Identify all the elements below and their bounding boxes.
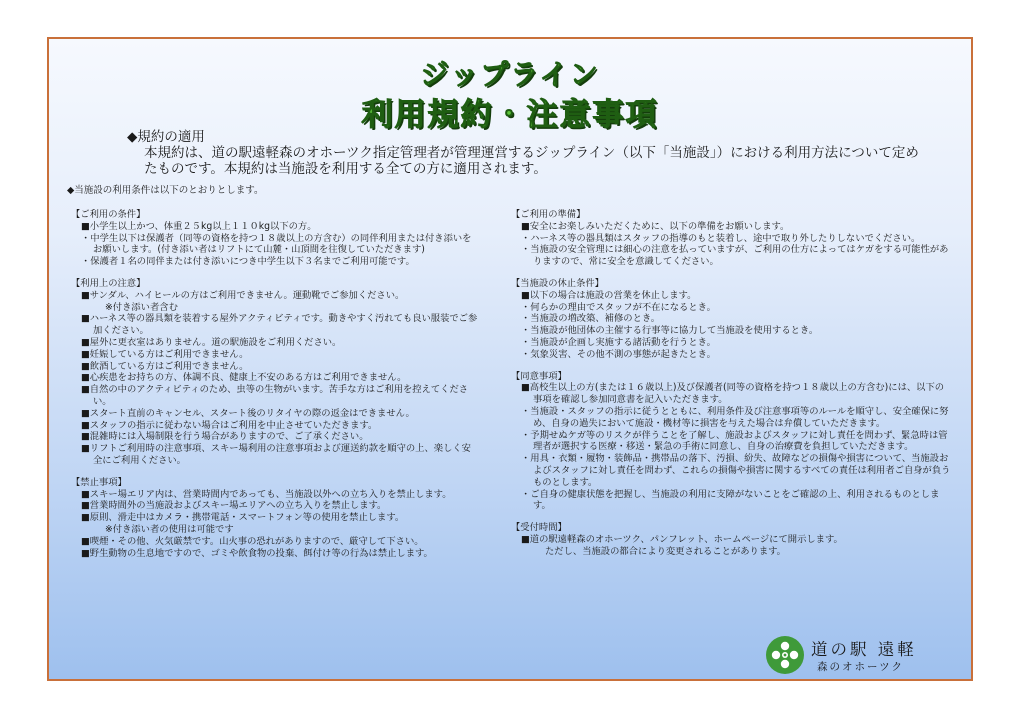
rule-item [71, 221, 479, 233]
rule-text: ■スタッフの指示に従わない場合はご利用を中止させていただきます。 [81, 419, 378, 431]
rule-item [71, 408, 479, 420]
rule-item [71, 431, 479, 443]
rule-item [71, 548, 479, 560]
rule-note: ※付き添い者の使用は可能です [105, 523, 234, 535]
section-title: 【同意事項】 [511, 370, 567, 382]
rules-section [511, 278, 951, 361]
rule-item [511, 244, 951, 268]
rule-text: ■スキー場エリア内は、営業時間内であっても、当施設以外への立ち入りを禁止します。 [81, 488, 452, 500]
rules-section [511, 371, 951, 513]
rule-item [71, 489, 479, 501]
rule-item [71, 290, 479, 314]
left-column [71, 209, 479, 569]
logo-name: 道の駅 遠軽 [811, 640, 917, 659]
rule-text: ■高校生以上の方(または１６歳以上)及び保護者(同等の資格を持つ１８歳以上の方含む)には、以下の事項を確認し参加同意書を記入いただきます。 [521, 382, 945, 406]
rule-text: ■野生動物の生息地ですので、ゴミや飲食物の投棄、餌付け等の行為は禁止します。 [81, 547, 433, 559]
rule-item [71, 500, 479, 512]
rule-item [71, 443, 479, 467]
rule-text: ・保護者１名の同伴または付き添いにつき中学生以下３名までご利用可能です。 [81, 256, 415, 268]
rule-item [71, 313, 479, 337]
section-title: 【ご利用の条件】 [71, 209, 146, 220]
rule-text: ■道の駅遠軽森のオホーツク、パンフレット、ホームページにて開示します。 [521, 533, 843, 545]
intro-block [127, 129, 927, 177]
rule-text: ■ハーネス等の器具類を装着する屋外アクティビティです。動きやすく汚れても良い服装でご参加ください。 [81, 313, 478, 337]
rule-text: ・中学生以下は保護者（同等の資格を持つ１８歳以上の方含む）の同伴利用または付き添いをお願いします。(付き添い者はリフトにて山麓・山頂間を往復していただきます) [81, 232, 472, 256]
rule-item [71, 256, 479, 268]
rule-text: ■原則、滑走中はカメラ・携帯電話・スマートフォン等の使用を禁止します。 [81, 512, 405, 524]
title-line-2: 利用規約・注意事項 [361, 97, 659, 133]
rule-text: ■心疾患をお持ちの方、体調不良、健康上不安のある方はご利用できません。 [81, 372, 407, 384]
logo-subtitle: 森のオホーツク [817, 661, 904, 673]
rule-text: ■安全にお楽しみいただくために、以下の準備をお願いします。 [521, 220, 790, 232]
rule-item [511, 233, 951, 245]
rule-text: ■サンダル、ハイヒールの方はご利用できません。運動靴でご参加ください。 [81, 289, 405, 301]
rule-item [71, 384, 479, 408]
rule-item [71, 337, 479, 349]
rule-item [511, 406, 951, 430]
rule-item [511, 313, 951, 325]
rules-section [71, 278, 479, 467]
rules-section [511, 209, 951, 268]
rule-item [511, 349, 951, 361]
rule-text: ■喫煙・その他、火気厳禁です。山火事の恐れがありますので、厳守して下さい。 [81, 535, 424, 547]
rule-text: ■飲酒している方はご利用できません。 [81, 360, 249, 372]
rule-item [511, 221, 951, 233]
rule-text: ■妊娠している方はご利用できません。 [81, 348, 249, 360]
rule-text: ・当施設の安全管理には細心の注意を払っていますが、ご利用の仕方によってはケガをする可能性がありますので、常に安全を意識してください。 [521, 244, 949, 268]
section-title: 【禁止事項】 [71, 476, 127, 488]
rule-item [71, 361, 479, 373]
title-line-1: ジップライン [420, 58, 600, 91]
rule-text: ■営業時間外の当施設およびスキー場エリアへの立ち入りを禁止します。 [81, 500, 387, 512]
michinoeki-engaru-logo [765, 635, 955, 679]
rules-section [71, 477, 479, 560]
intro-body: 本規約は、道の駅遠軽森のオホーツク指定管理者が管理運営するジップライン（以下「当施設」）における利用方法について定めたものです。本規約は当施設を利用する全ての方に適用されます。 [144, 145, 919, 177]
rule-text: ■小学生以上かつ、体重２５kg以上１１０kg以下の方。 [81, 220, 317, 232]
rule-item [511, 430, 951, 454]
section-title: 【受付時間】 [511, 522, 567, 534]
section-title: 【利用上の注意】 [71, 277, 146, 289]
rule-text: ■屋外に更衣室はありません。道の駅施設をご利用ください。 [81, 336, 342, 348]
section-title: 【ご利用の準備】 [511, 209, 586, 220]
rule-text: ・ご自身の健康状態を把握し、当施設の利用に支障がないことをご確認の上、利用されるものとします。 [521, 488, 940, 512]
rule-text: ■リフトご利用時の注意事項、スキー場利用の注意事項および運送約款を順守の上、楽しく安全にご利用ください。 [81, 443, 471, 466]
rules-sheet [47, 37, 973, 681]
rule-item [71, 372, 479, 384]
intro-heading: ◆規約の適用 [127, 129, 205, 145]
rule-text: ■混雑時には入場制限を行う場合がありますので、ご了承ください。 [81, 431, 369, 443]
rule-item [511, 534, 951, 558]
rule-item [511, 325, 951, 337]
flower-emblem-icon [765, 635, 805, 675]
rules-section [71, 209, 479, 268]
rule-text: ・当施設が企画し実施する諸活動を行うとき。 [521, 336, 716, 348]
rule-item [511, 453, 951, 488]
rule-text: ・当施設が他団体の主催する行事等に協力して当施設を使用するとき。 [521, 325, 819, 337]
rule-note: ただし、当施設の都合により変更されることがあります。 [545, 545, 786, 557]
rule-text: ・ハーネス等の器具類はスタッフの指導のもと装着し、途中で取り外したりしないでください。 [521, 232, 921, 244]
rule-item [71, 349, 479, 361]
right-column [511, 209, 951, 568]
rule-text: ・気象災害、その他不測の事態が起きたとき。 [521, 348, 716, 360]
rule-text: ■以下の場合は施設の営業を休止します。 [521, 289, 697, 301]
rule-item [511, 290, 951, 302]
conditions-note: ◆当施設の利用条件は以下のとおりとします。 [67, 185, 264, 196]
rule-note: ※付き添い者含む [105, 301, 178, 313]
rule-text: ■スタート直前のキャンセル、スタート後のリタイヤの際の返金はできません。 [81, 407, 415, 419]
rule-item [511, 382, 951, 406]
rule-item [511, 302, 951, 314]
rule-text: ・予期せぬケガ等のリスクが伴うことを了解し、施設およびスタッフに対し責任を問わず、緊急時は管理者が選択する医療・移送・緊急の手術に同意し、自身の治療費を負担していただきます。 [521, 429, 948, 453]
rules-section [511, 522, 951, 557]
rule-item [71, 512, 479, 536]
section-title: 【当施設の休止条件】 [511, 277, 604, 289]
rule-text: ・当施設の増改築、補修のとき。 [521, 313, 661, 325]
rule-text: ■自然の中のアクティビティのため、虫等の生物がいます。苦手な方はご利用を控えてください。 [81, 384, 469, 407]
rule-item [511, 337, 951, 349]
rule-item [71, 420, 479, 432]
rule-item [71, 233, 479, 257]
rule-text: ・用具・衣類・履物・装飾品・携帯品の落下、汚損、紛失、故障などの損傷や損害について、当施設およびスタッフに対し責任を問わず、これらの損傷や損害に関するすべての責任は利用者ご自身が負うものとします。 [521, 453, 951, 488]
rule-text: ・何らかの理由でスタッフが不在になるとき。 [521, 301, 716, 313]
rule-text: ・当施設・スタッフの指示に従うとともに、利用条件及び注意事項等のルールを順守し、安全確保に努め、自身の過失において施設・機材等に損害を与えた場合は弁償していただきます。 [521, 405, 949, 429]
rule-item [511, 489, 951, 513]
rule-item [71, 536, 479, 548]
